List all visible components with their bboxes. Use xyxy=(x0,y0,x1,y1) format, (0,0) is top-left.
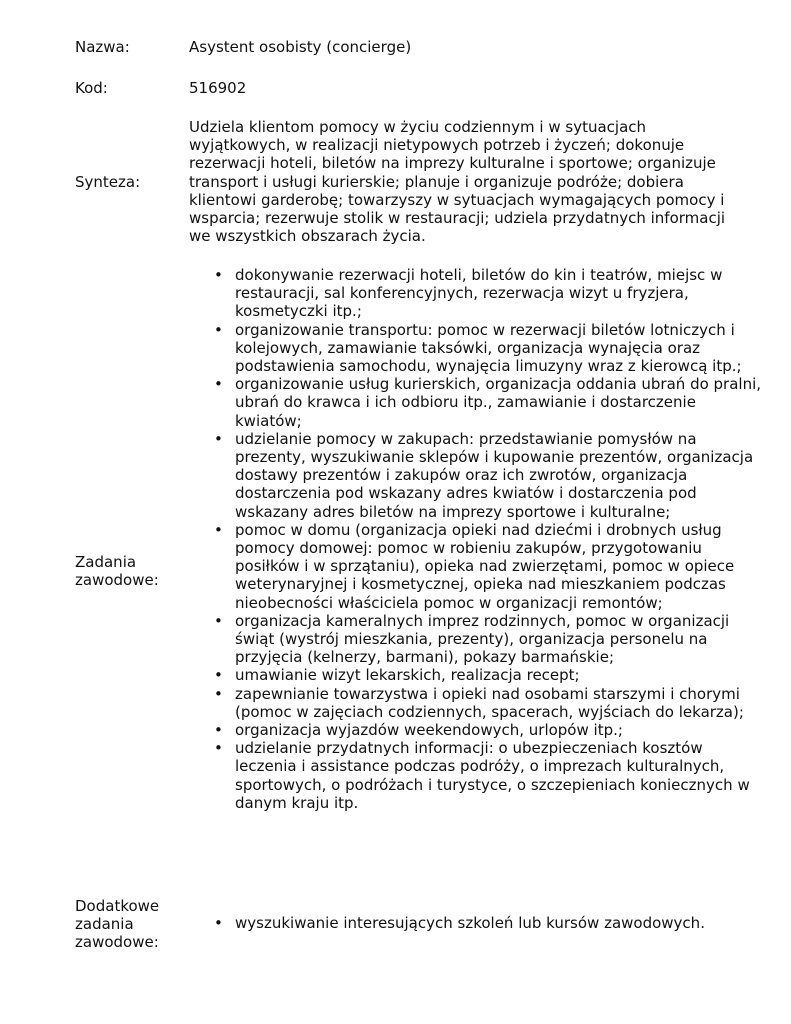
synteza-label: Synteza: xyxy=(75,173,141,191)
list-item: • organizacja kameralnych imprez rodzinnych, pomoc w organizacji świąt (wystrój mieszkania, prezenty), organizacja personelu na przyjęcia (kelnerzy, barmani), pokazy barmańskie; xyxy=(189,612,764,667)
kod-value: 516902 xyxy=(189,79,247,97)
nazwa-label: Nazwa: xyxy=(75,38,130,56)
zadania-list xyxy=(189,266,764,812)
list-item: • udzielanie przydatnych informacji: o ubezpieczeniach kosztów leczenia i assistance podczas podróży, o imprezach kulturalnych, sportowych, o podróżach i turystyce, o szczepieniach koniecznych w danym kraju itp. xyxy=(189,739,764,812)
nazwa-value: Asystent osobisty (concierge) xyxy=(189,38,412,56)
synteza-value: Udziela klientom pomocy w życiu codziennym i w sytuacjach wyjątkowych, w realizacji nietypowych potrzeb i życzeń; dokonuje rezerwacji hoteli, biletów na imprezy kulturalne i sportowe; organizuje transport i usługi kurierskie; planuje i organizuje podróże; dobiera klientowi garderobę; towarzyszy w sytuacjach wymagających pomocy i wsparcia; rezerwuje stolik w restauracji; udziela przydatnych informacji we wszystkich obszarach życia. xyxy=(189,118,726,246)
list-item: • organizacja wyjazdów weekendowych, urlopów itp.; xyxy=(189,721,764,739)
dodatkowe-list xyxy=(189,914,764,932)
list-item: • wyszukiwanie interesujących szkoleń lub kursów zawodowych. xyxy=(189,914,764,932)
list-item: • organizowanie transportu: pomoc w rezerwacji biletów lotniczych i kolejowych, zamawianie taksówki, organizacja wynajęcia oraz podstawienia samochodu, wynajęcia limuzyny wraz z kierowcą itp.; xyxy=(189,321,764,376)
list-item: • dokonywanie rezerwacji hoteli, biletów do kin i teatrów, miejsc w restauracji, sal konferencyjnych, rezerwacja wizyt u fryzjera, kosmetyczki itp.; xyxy=(189,266,764,321)
list-item: • organizowanie usług kurierskich, organizacja oddania ubrań do pralni, ubrań do krawca i ich odbioru itp., zamawianie i dostarczenie kwiatów; xyxy=(189,375,764,430)
zadania-label: Zadania zawodowe: xyxy=(75,553,159,590)
list-item: • zapewnianie towarzystwa i opieki nad osobami starszymi i chorymi (pomoc w zajęciach codziennych, spacerach, wyjściach do lekarza); xyxy=(189,685,764,721)
kod-label: Kod: xyxy=(75,79,108,97)
list-item: • umawianie wizyt lekarskich, realizacja recept; xyxy=(189,666,764,684)
dodatkowe-label: Dodatkowe zadania zawodowe: xyxy=(75,897,160,952)
list-item: • pomoc w domu (organizacja opieki nad dziećmi i drobnych usług pomocy domowej: pomoc w robieniu zakupów, przygotowaniu posiłków i w sprzątaniu), opieka nad zwierzętami, pomoc w opiece weterynaryjnej i kosmetycznej, opieka nad mieszkaniem podczas nieobecności właściciela pomoc w organizacji remontów; xyxy=(189,521,764,612)
list-item: • udzielanie pomocy w zakupach: przedstawianie pomysłów na prezenty, wyszukiwanie sklepów i kupowanie prezentów, organizacja dostawy prezentów i zakupów oraz ich zwrotów, organizacja dostarczenia pod wskazany adres kwiatów i dostarczenia pod wskazany adres biletów na imprezy sportowe i kulturalne; xyxy=(189,430,764,521)
